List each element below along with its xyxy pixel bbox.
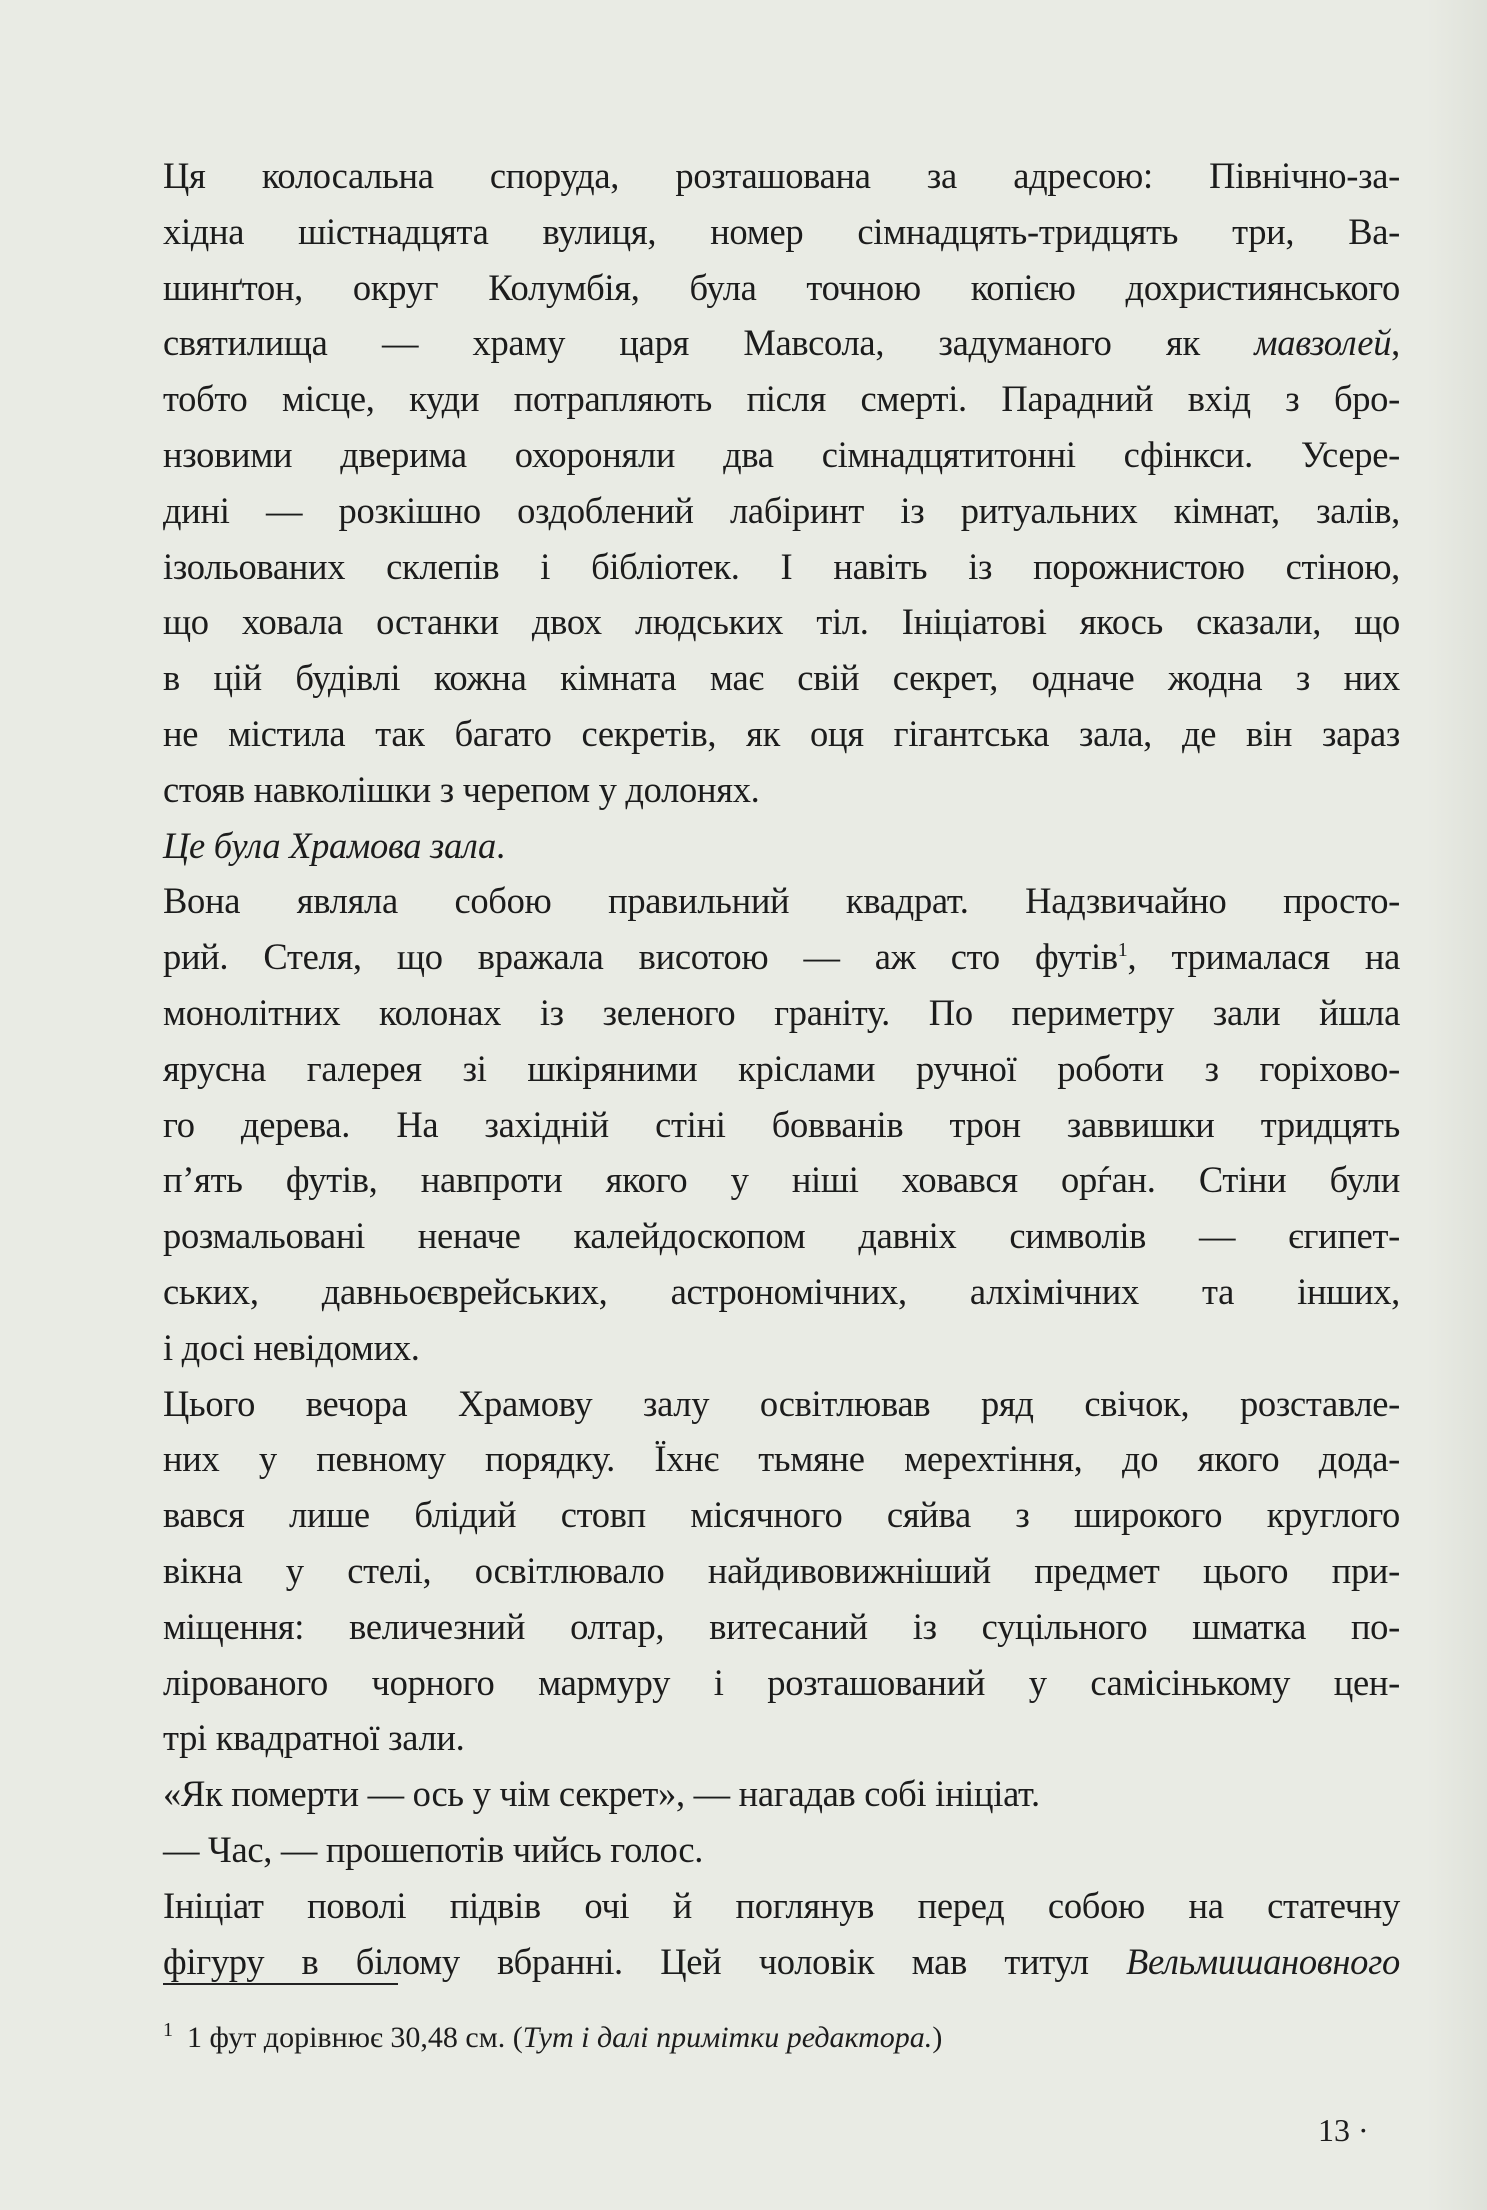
line-text: не містила так багато секретів, як оця гігантська зала, де він зараз (163, 712, 1400, 754)
line-text: стояв навколішки з черепом у долонях. (163, 768, 760, 810)
line-text: вався лише блідий стовп місячного сяйва з широкого круглого (163, 1494, 1400, 1536)
text-line (163, 260, 1400, 316)
line-text: шинґтон, округ Колумбія, була точною копією дохристиянського (163, 266, 1400, 308)
text-line (163, 1208, 1400, 1264)
text-line (163, 929, 1400, 985)
line-text: трі квадратної зали. (163, 1717, 465, 1759)
line-text: «Як померти — ось у чім секрет», — нагадав собі ініціат. (163, 1773, 1040, 1815)
text-line (163, 483, 1400, 539)
line-text: п’ять футів, навпроти якого у ніші ховався орѓан. Стіни були (163, 1159, 1400, 1201)
text-line (163, 1041, 1400, 1097)
line-text: тобто місце, куди потрапляють після смерті. Парадний вхід з бро- (163, 378, 1400, 420)
line-text: ізольованих склепів і бібліотек. І навіть із порожнистою стіною, (163, 545, 1400, 587)
page-body (163, 148, 1400, 1989)
text-line (163, 1710, 1400, 1766)
text-line (163, 315, 1400, 371)
line-text: ських, давньоєврейських, астрономічних, алхімічних та інших, (163, 1270, 1400, 1312)
text-line (163, 1487, 1400, 1543)
line-text: святилища — храму царя Мавсола, задуманого як (163, 322, 1255, 364)
text-line (163, 1822, 1400, 1878)
text-line (163, 1097, 1400, 1153)
line-text: дині — розкішно оздоблений лабіринт із ритуальних кімнат, залів, (163, 489, 1400, 531)
footnote (163, 2010, 942, 2058)
text-line (163, 1543, 1400, 1599)
line-text: ярусна галерея зі шкіряними кріслами ручної роботи з горіхово- (163, 1047, 1400, 1089)
text-line (163, 1264, 1400, 1320)
text-line (163, 1376, 1400, 1432)
footnote-ref: 1 (1117, 939, 1128, 961)
italic-text: мавзолей (1254, 322, 1392, 364)
text-line (163, 1655, 1400, 1711)
footnote-divider (163, 1983, 398, 1985)
page-number: 13 · (1318, 2112, 1369, 2148)
line-text: рий. Стеля, що вражала висотою — аж сто футів (163, 936, 1118, 978)
footnote-editor-note: Тут і далі примітки редактора. (522, 2021, 933, 2054)
line-text: — Час, — прошепотів чийсь голос. (163, 1828, 704, 1870)
text-line (163, 1320, 1400, 1376)
text-line (163, 706, 1400, 762)
line-text: . (495, 824, 505, 866)
text-line (163, 427, 1400, 483)
line-text: них у певному порядку. Їхнє тьмяне мерехтіння, до якого дода- (163, 1438, 1400, 1480)
line-text: Цього вечора Храмову залу освітлював ряд свічок, розставле- (163, 1382, 1400, 1424)
footnote-mark: 1 (163, 2019, 173, 2041)
line-text: хідна шістнадцята вулиця, номер сімнадцять-тридцять три, Ва- (163, 210, 1400, 252)
text-line (163, 1152, 1400, 1208)
line-text: , (1391, 322, 1400, 364)
line-text: Вона являла собою правильний квадрат. Надзвичайно просто- (163, 880, 1400, 922)
line-text: монолітних колонах із зеленого граніту. По периметру зали йшла (163, 991, 1400, 1033)
text-line (163, 371, 1400, 427)
line-text: фігуру в білому вбранні. Цей чоловік мав титул (163, 1940, 1126, 1982)
text-line (163, 539, 1400, 595)
line-text: розмальовані неначе калейдоскопом давніх символів — єгипет- (163, 1215, 1400, 1257)
footnote-close: ) (932, 2021, 943, 2054)
text-line (163, 1599, 1400, 1655)
text-line (163, 1766, 1400, 1822)
line-text: нзовими дверима охороняли два сімнадцятитонні сфінкси. Усере- (163, 433, 1400, 475)
italic-text: Це була Храмова зала (163, 824, 496, 866)
text-line (163, 762, 1400, 818)
text-line (163, 594, 1400, 650)
text-line (163, 985, 1400, 1041)
text-line (163, 873, 1400, 929)
line-text: Ініціат поволі підвів очі й поглянув перед собою на статечну (163, 1884, 1400, 1926)
text-line (163, 818, 1400, 874)
page-shadow (1427, 0, 1487, 2210)
italic-text: Вельмишановного (1125, 1940, 1400, 1982)
line-text: лірованого чорного мармуру і розташований у самісінькому цен- (163, 1661, 1400, 1703)
line-text: що ховала останки двох людських тіл. Ініціатові якось сказали, що (163, 601, 1400, 643)
footnote-text: 1 фут дорівнює 30,48 см. ( (187, 2021, 523, 2054)
text-line (163, 1934, 1400, 1990)
line-text: міщення: величезний олтар, витесаний із суцільного шматка по- (163, 1605, 1400, 1647)
line-text: го дерева. На західній стіні бовванів трон заввишки тридцять (163, 1103, 1400, 1145)
text-line (163, 650, 1400, 706)
line-text: Ця колосальна споруда, розташована за адресою: Північно-за- (163, 155, 1400, 196)
line-text: вікна у стелі, освітлювало найдивовижніший предмет цього при- (163, 1549, 1400, 1591)
line-text: і досі невідомих. (163, 1326, 420, 1368)
line-text: в цій будівлі кожна кімната має свій секрет, одначе жодна з них (163, 657, 1400, 699)
text-line (163, 148, 1400, 204)
text-line (163, 1878, 1400, 1934)
line-text: , трималася на (1127, 936, 1400, 978)
text-line (163, 1431, 1400, 1487)
text-line (163, 204, 1400, 260)
